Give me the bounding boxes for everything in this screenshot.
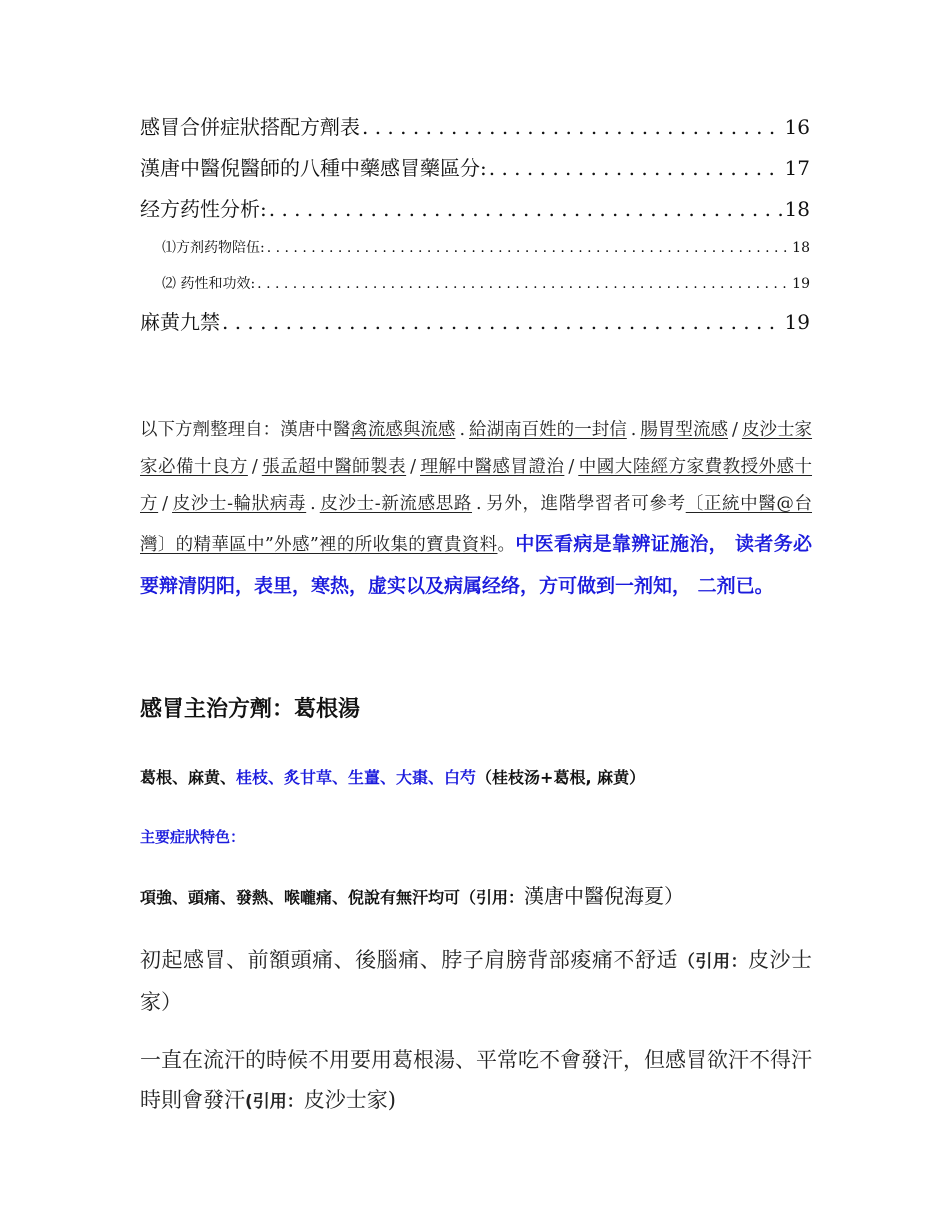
symptom-paragraph-2 <box>140 1040 812 1122</box>
toc-entry[interactable] <box>140 305 810 346</box>
ingredients-note: （桂枝汤+葛根, 麻黄） <box>476 768 646 787</box>
toc-entry-title: ⑵ 药性和功效: <box>162 276 256 292</box>
paragraph-text: 一直在流汗的時候不用要用葛根湯、平常吃不會發汗，但感冒欲汗不得汗時則會發汗 <box>140 1048 812 1112</box>
separator: / <box>410 457 417 477</box>
toc-entry-title: 经方药性分析: <box>140 197 267 221</box>
separator: . <box>310 494 316 514</box>
source-link[interactable]: 禽流感與流感 <box>350 420 456 440</box>
paragraph-text: 初起感冒、前額頭痛、後腦痛、脖子肩膀背部痠痛不舒适 <box>140 948 678 972</box>
toc-leader-dots <box>489 151 783 185</box>
toc-leader-dots <box>269 192 783 226</box>
toc-leader-dots <box>362 110 783 144</box>
intro-mid: 另外，進階學習者可參考 <box>485 494 686 514</box>
emphasis-note: 中医看病是靠辨证施治， 读者务必要辩清阴阳，表里，寒热，虚实以及病属经络，方可做到一剂知， 二剂已。 <box>140 533 812 597</box>
source-link[interactable]: 中國大陸經方家費教授外感十方 <box>140 457 813 514</box>
source-link[interactable]: 皮沙士-輪狀病毒 <box>172 494 307 514</box>
separator: . <box>630 420 637 440</box>
toc-entry-page: 18 <box>792 240 810 256</box>
symptoms-label: 主要症狀特色： <box>140 828 246 846</box>
toc-entry-title: 麻黄九禁 <box>140 310 220 334</box>
toc-entry-page: 18 <box>784 197 810 221</box>
symptom-paragraph-1 <box>140 940 812 1022</box>
separator: . <box>459 420 466 440</box>
toc-leader-dots <box>222 305 783 339</box>
toc-entry[interactable] <box>140 110 810 151</box>
toc-entry-page: 19 <box>784 310 810 334</box>
separator: / <box>732 420 738 440</box>
toc-entry-title: 漢唐中醫倪醫師的八種中藥感冒藥區分: <box>140 156 487 180</box>
toc-entry-page: 16 <box>784 115 810 139</box>
forum-link[interactable]: 〔正統中醫@台灣〕的精華區中”外感”裡的所收集的寶貴資料 <box>140 494 813 555</box>
table-of-contents <box>140 110 810 346</box>
toc-entry[interactable] <box>140 151 810 192</box>
toc-subentry[interactable] <box>140 233 810 269</box>
citation-source: 皮沙士家) <box>303 1088 396 1112</box>
toc-entry-title: 感冒合併症狀搭配方劑表 <box>140 115 360 139</box>
intro-paragraph <box>140 412 812 607</box>
end-punct: 。 <box>497 535 516 555</box>
intro-prefix: 以下方劑整理自：漢唐中醫 <box>140 420 351 440</box>
separator: / <box>162 494 169 514</box>
section-heading: 感冒主治方劑：葛根湯 <box>140 697 361 722</box>
source-link[interactable]: 皮沙士家家必備十良方 <box>140 420 813 477</box>
toc-leader-dots <box>267 233 790 263</box>
ingredients-primary: 葛根、麻黄、 <box>140 768 237 787</box>
citation-source: 皮沙士家） <box>140 948 813 1014</box>
toc-entry[interactable] <box>140 192 810 233</box>
separator: / <box>568 457 575 477</box>
separator: . <box>476 494 482 514</box>
toc-subentry[interactable] <box>140 269 810 305</box>
symptoms-text: 項強、頭痛、發熱、喉嚨痛、倪說有無汗均可（引用： <box>140 888 525 907</box>
toc-entry-page: 17 <box>784 156 810 180</box>
ingredients-line <box>140 765 645 788</box>
toc-entry-page: 19 <box>792 276 810 292</box>
citation-label: （引用： <box>677 952 748 972</box>
toc-leader-dots <box>257 269 790 299</box>
separator: / <box>251 457 258 477</box>
toc-entry-title: ⑴方剂药物陪伍: <box>162 240 265 256</box>
source-link[interactable]: 給湖南百姓的一封信 <box>469 420 627 440</box>
source-link[interactable]: 理解中醫感冒證治 <box>420 457 565 477</box>
citation-label: (引用： <box>245 1092 304 1112</box>
symptoms-source: 漢唐中醫倪海夏） <box>524 884 685 908</box>
symptoms-line <box>140 880 684 909</box>
ingredients-highlighted: 桂枝、炙甘草、生薑、大棗、白芍 <box>236 768 477 787</box>
source-link[interactable]: 腸胃型流感 <box>640 420 729 440</box>
source-link[interactable]: 張孟超中醫師製表 <box>261 457 407 477</box>
source-link[interactable]: 皮沙士-新流感思路 <box>319 494 473 514</box>
